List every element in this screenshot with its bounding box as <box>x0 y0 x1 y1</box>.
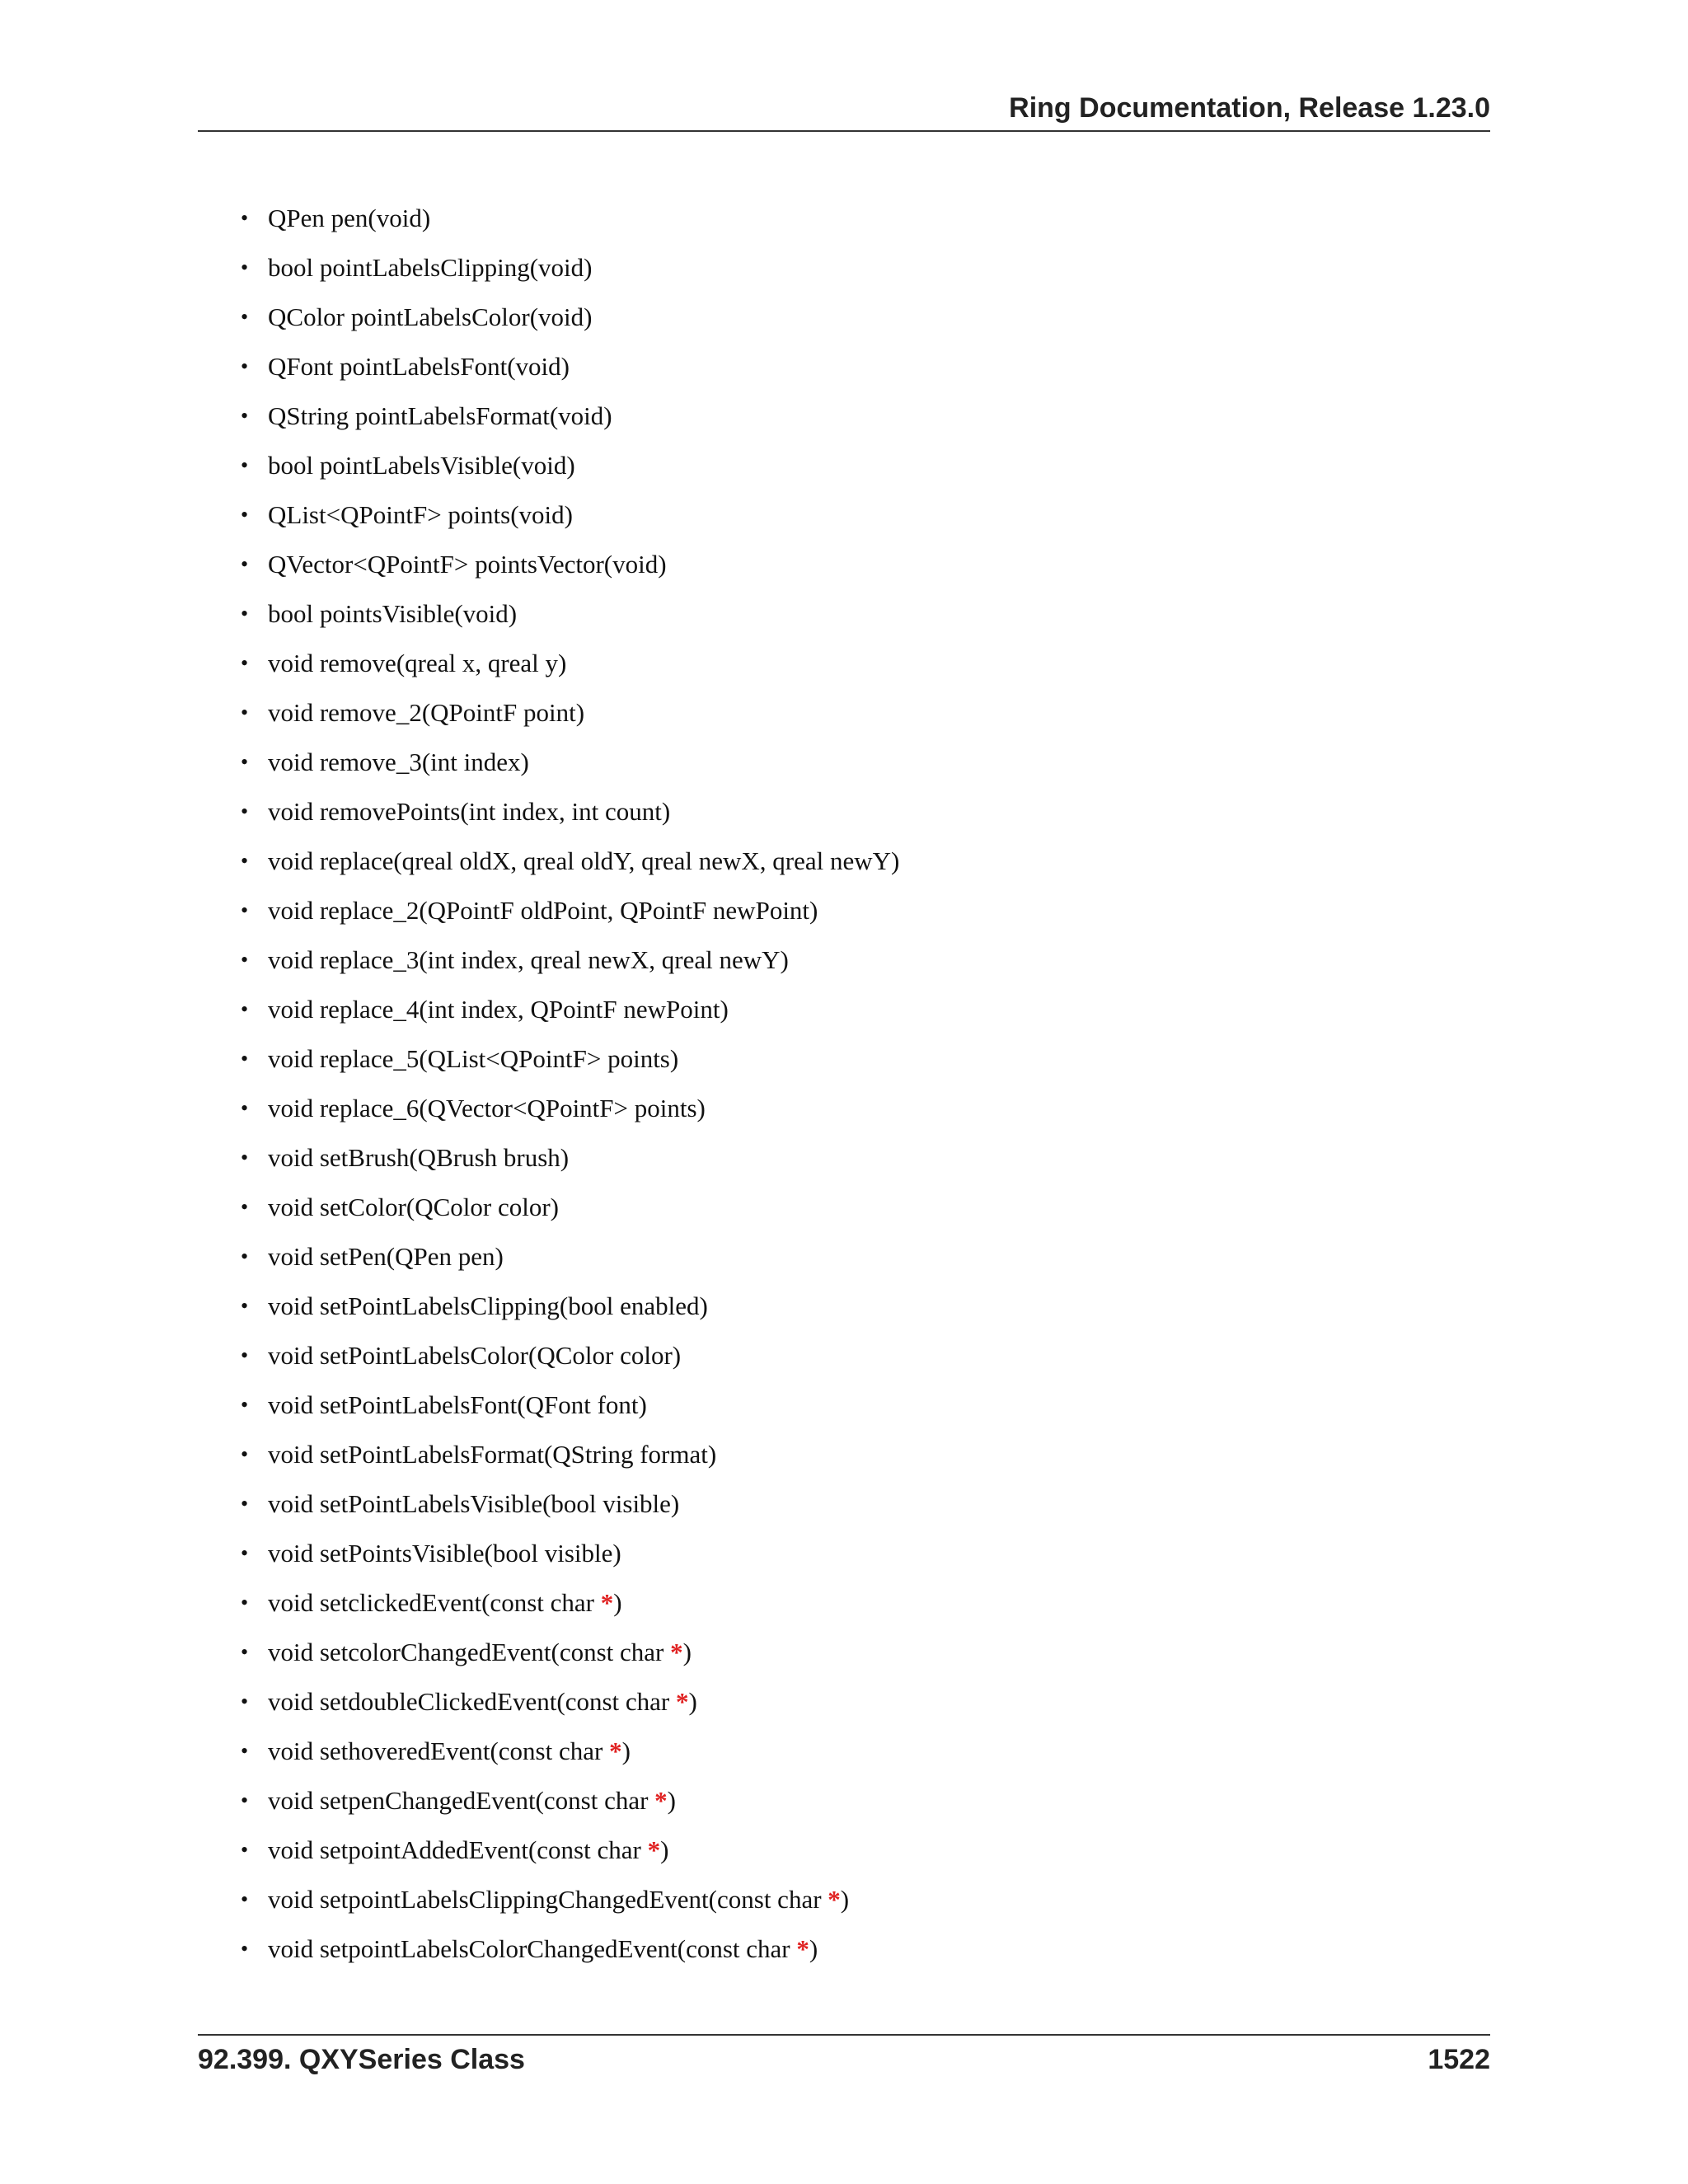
method-signature: bool pointsVisible(void) <box>268 599 518 628</box>
bullet-icon: • <box>241 948 249 972</box>
method-signature: void setPointLabelsFormat(QString format) <box>268 1440 717 1469</box>
method-signature: void setclickedEvent(const char <box>268 1588 601 1617</box>
method-item <box>239 247 899 297</box>
bullet-icon: • <box>241 799 249 823</box>
bullet-icon: • <box>241 552 249 576</box>
method-signature: void remove_2(QPointF point) <box>268 698 585 727</box>
bullet-icon: • <box>241 1096 249 1120</box>
bullet-icon: • <box>241 1244 249 1268</box>
method-signature: QVector<QPointF> pointsVector(void) <box>268 550 667 579</box>
page-footer <box>198 2034 1490 2085</box>
bullet-icon: • <box>241 1739 249 1763</box>
close-paren: ) <box>660 1835 669 1864</box>
method-item <box>239 1929 899 1978</box>
bullet-icon: • <box>241 1788 249 1812</box>
bullet-icon: • <box>241 1492 249 1516</box>
bullet-icon: • <box>241 898 249 922</box>
method-item <box>239 791 899 841</box>
bullet-icon: • <box>241 354 249 378</box>
method-item <box>239 1335 899 1385</box>
method-signature: void replace_4(int index, QPointF newPoint) <box>268 995 729 1024</box>
bullet-icon: • <box>241 1838 249 1862</box>
method-item <box>239 643 899 692</box>
method-item <box>239 198 899 247</box>
method-signature: void removePoints(int index, int count) <box>268 797 671 826</box>
method-signature: void setpointAddedEvent(const char <box>268 1835 648 1864</box>
bullet-icon: • <box>241 997 249 1021</box>
method-signature: void setPointLabelsVisible(bool visible) <box>268 1489 680 1518</box>
method-signature: QString pointLabelsFormat(void) <box>268 401 612 430</box>
method-signature: void setdoubleClickedEvent(const char <box>268 1687 677 1716</box>
bullet-icon: • <box>241 1937 249 1961</box>
method-item <box>239 692 899 742</box>
method-item <box>239 1632 899 1681</box>
method-item <box>239 494 899 544</box>
bullet-icon: • <box>241 1343 249 1367</box>
method-signature: void replace_2(QPointF oldPoint, QPointF newPoint) <box>268 896 818 925</box>
method-signature: QColor pointLabelsColor(void) <box>268 302 593 331</box>
bullet-icon: • <box>241 750 249 774</box>
method-item <box>239 1038 899 1088</box>
method-item <box>239 940 899 989</box>
method-signature: void setPen(QPen pen) <box>268 1242 504 1271</box>
pointer-star: * <box>647 1835 661 1864</box>
close-paren: ) <box>840 1885 850 1914</box>
method-list <box>239 198 899 1978</box>
method-item <box>239 1879 899 1929</box>
method-item <box>239 1780 899 1830</box>
bullet-icon: • <box>241 1442 249 1466</box>
method-item <box>239 1681 899 1731</box>
method-item <box>239 1088 899 1137</box>
method-signature: void sethoveredEvent(const char <box>268 1736 610 1765</box>
bullet-icon: • <box>241 1640 249 1664</box>
close-paren: ) <box>809 1934 818 1963</box>
method-signature: QList<QPointF> points(void) <box>268 500 573 529</box>
method-signature: void setPointLabelsClipping(bool enabled) <box>268 1291 708 1320</box>
bullet-icon: • <box>241 849 249 873</box>
bullet-icon: • <box>241 453 249 477</box>
bullet-icon: • <box>241 651 249 675</box>
bullet-icon: • <box>241 701 249 724</box>
close-paren: ) <box>613 1588 622 1617</box>
method-signature: QFont pointLabelsFont(void) <box>268 352 570 381</box>
bullet-icon: • <box>241 1393 249 1417</box>
method-item <box>239 1187 899 1236</box>
method-signature: void setColor(QColor color) <box>268 1193 560 1221</box>
method-item <box>239 1731 899 1780</box>
bullet-icon: • <box>241 503 249 527</box>
method-item <box>239 1483 899 1533</box>
method-signature: void remove(qreal x, qreal y) <box>268 649 567 677</box>
close-paren: ) <box>682 1638 692 1666</box>
method-signature: void setPointLabelsColor(QColor color) <box>268 1341 682 1370</box>
method-signature: bool pointLabelsClipping(void) <box>268 253 593 282</box>
method-item <box>239 297 899 346</box>
method-item <box>239 890 899 940</box>
method-item <box>239 1137 899 1187</box>
page-number: 1522 <box>1428 2044 1490 2075</box>
method-item <box>239 1533 899 1582</box>
method-signature: void replace(qreal oldX, qreal oldY, qreal newX, qreal newY) <box>268 846 900 875</box>
method-signature: void replace_6(QVector<QPointF> points) <box>268 1094 706 1122</box>
method-signature: void replace_3(int index, qreal newX, qreal newY) <box>268 945 789 974</box>
bullet-icon: • <box>241 1690 249 1713</box>
pointer-star: * <box>670 1638 683 1666</box>
method-signature: void setPointsVisible(bool visible) <box>268 1539 621 1568</box>
bullet-icon: • <box>241 1146 249 1169</box>
method-item <box>239 841 899 890</box>
close-paren: ) <box>621 1736 631 1765</box>
close-paren: ) <box>667 1786 676 1815</box>
bullet-icon: • <box>241 255 249 279</box>
bullet-icon: • <box>241 1047 249 1071</box>
method-item <box>239 1830 899 1879</box>
method-item <box>239 1286 899 1335</box>
method-signature: void setBrush(QBrush brush) <box>268 1143 570 1172</box>
method-signature: void replace_5(QList<QPointF> points) <box>268 1044 679 1073</box>
bullet-icon: • <box>241 602 249 626</box>
close-paren: ) <box>688 1687 697 1716</box>
method-item <box>239 346 899 396</box>
pointer-star: * <box>676 1687 689 1716</box>
pointer-star: * <box>654 1786 668 1815</box>
method-item <box>239 1434 899 1483</box>
method-item <box>239 544 899 593</box>
bullet-icon: • <box>241 305 249 329</box>
pointer-star: * <box>600 1588 614 1617</box>
bullet-icon: • <box>241 1887 249 1911</box>
method-signature: void remove_3(int index) <box>268 748 529 776</box>
method-signature: bool pointLabelsVisible(void) <box>268 451 575 480</box>
bullet-icon: • <box>241 404 249 428</box>
page-header <box>198 89 1490 132</box>
method-signature: void setpenChangedEvent(const char <box>268 1786 655 1815</box>
method-item <box>239 593 899 643</box>
method-signature: void setpointLabelsColorChangedEvent(const char <box>268 1934 797 1963</box>
method-signature: void setpointLabelsClippingChangedEvent(const char <box>268 1885 828 1914</box>
method-item <box>239 396 899 445</box>
method-item <box>239 989 899 1038</box>
method-signature: void setcolorChangedEvent(const char <box>268 1638 671 1666</box>
bullet-icon: • <box>241 1541 249 1565</box>
document-title: Ring Documentation, Release 1.23.0 <box>1009 92 1490 124</box>
pointer-star: * <box>609 1736 622 1765</box>
method-item <box>239 1582 899 1632</box>
method-item <box>239 742 899 791</box>
pointer-star: * <box>828 1885 841 1914</box>
bullet-icon: • <box>241 1294 249 1318</box>
bullet-icon: • <box>241 1591 249 1615</box>
method-signature: void setPointLabelsFont(QFont font) <box>268 1390 647 1419</box>
bullet-icon: • <box>241 1195 249 1219</box>
method-item <box>239 1236 899 1286</box>
method-item <box>239 1385 899 1434</box>
method-signature: QPen pen(void) <box>268 204 431 232</box>
method-item <box>239 445 899 494</box>
bullet-icon: • <box>241 206 249 230</box>
pointer-star: * <box>796 1934 809 1963</box>
section-title: 92.399. QXYSeries Class <box>198 2044 525 2075</box>
